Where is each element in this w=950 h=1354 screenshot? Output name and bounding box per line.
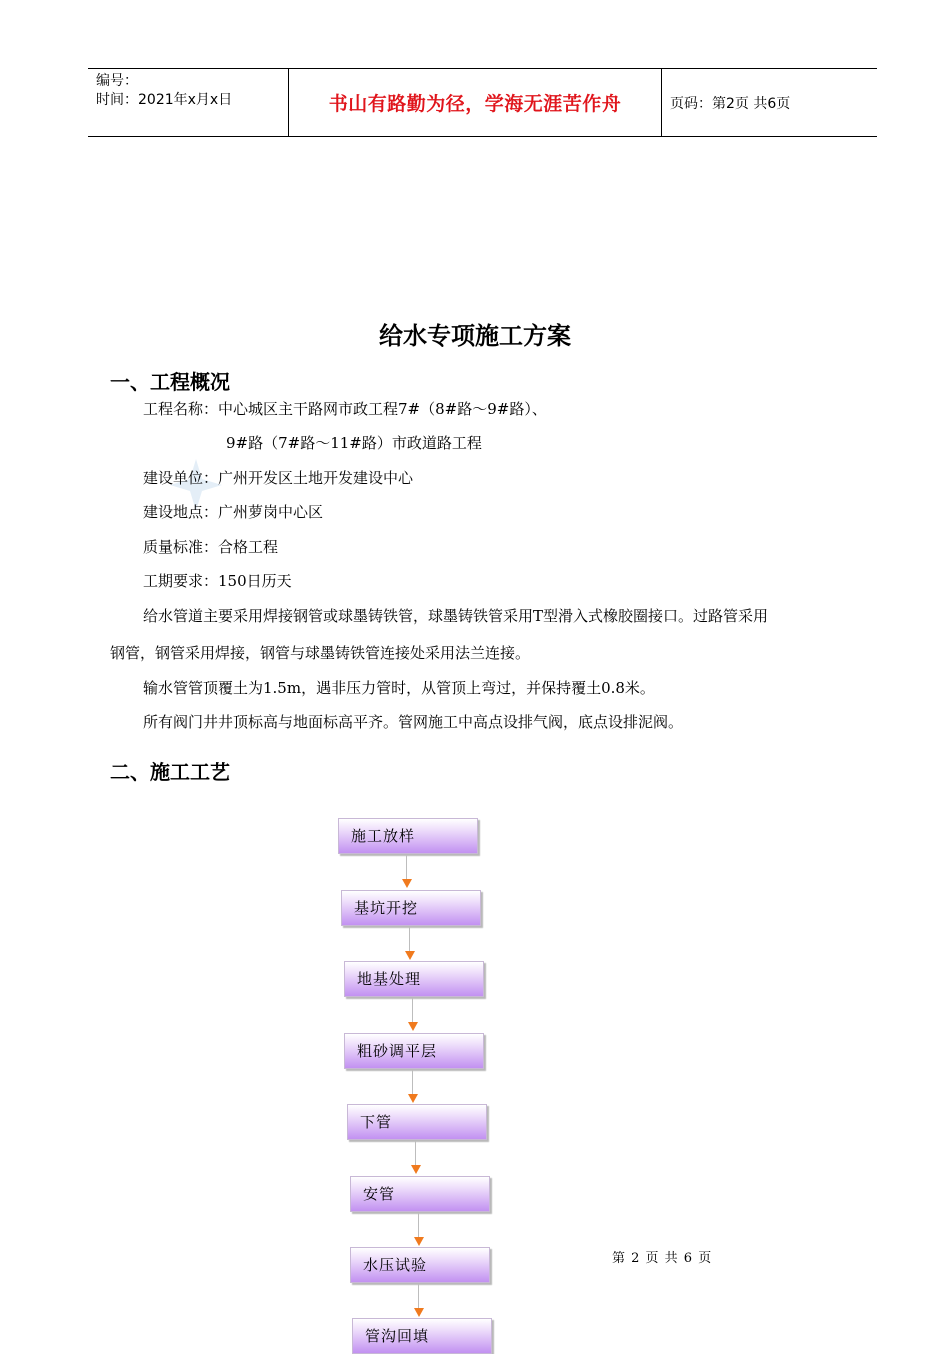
project-name-continued: 9#路（7#路～11#路）市政道路工程: [226, 434, 482, 452]
flow-step-sand-layer: 粗砂调平层: [344, 1033, 484, 1069]
header-page-number: 页码：第2页 共6页: [670, 95, 791, 112]
paragraph-pipes-line2: 钢管，钢管采用焊接，钢管与球墨铸铁管连接处采用法兰连接。: [110, 644, 531, 662]
flow-arrow: [411, 1141, 421, 1174]
flow-step-excavation: 基坑开挖: [341, 890, 481, 926]
project-name: 工程名称：中心城区主干路网市政工程7#（8#路～9#路）、: [143, 400, 547, 418]
duration-requirement: 工期要求：150日历天: [143, 572, 292, 590]
header-left-cell: [96, 69, 288, 139]
flow-arrow: [405, 927, 415, 960]
paragraph-cover-soil: 输水管管顶覆土为1.5m，遇非压力管时，从管顶上弯过，并保持覆土0.8米。: [143, 679, 655, 697]
header-motto: 书山有路勤为径，学海无涯苦作舟: [288, 69, 662, 136]
document-title: 给水专项施工方案: [379, 322, 571, 350]
paragraph-pipes-line1: 给水管道主要采用焊接钢管或球墨铸铁管，球墨铸铁管采用T型滑入式橡胶圈接口。过路管采用: [143, 607, 769, 625]
flow-arrow: [408, 1070, 418, 1103]
flow-arrow: [408, 998, 418, 1031]
flow-step-pressure-test: 水压试验: [350, 1247, 490, 1283]
flow-arrow: [414, 1284, 424, 1317]
flow-arrow: [414, 1213, 424, 1246]
document-number: 编号：: [96, 73, 138, 89]
section-heading-overview: 一、工程概况: [110, 370, 230, 394]
construction-owner: 建设单位：广州开发区土地开发建设中心: [143, 469, 414, 487]
flow-step-lower-pipe: 下管: [347, 1104, 487, 1140]
quality-standard: 质量标准：合格工程: [143, 538, 279, 556]
flow-step-layout: 施工放样: [338, 818, 478, 854]
flow-step-backfill: 管沟回填: [352, 1318, 492, 1354]
footer-page-number: 第 2 页 共 6 页: [612, 1251, 713, 1266]
flow-step-foundation: 地基处理: [344, 961, 484, 997]
paragraph-valves: 所有阀门井井顶标高与地面标高平齐。管网施工中高点设排气阀，底点设排泥阀。: [143, 713, 684, 731]
flow-step-install-pipe: 安管: [350, 1176, 490, 1212]
construction-location: 建设地点：广州萝岗中心区: [143, 503, 324, 521]
section-heading-process: 二、施工工艺: [110, 760, 230, 784]
page-header: [88, 68, 877, 137]
flow-arrow: [402, 855, 412, 888]
document-time: 时间：2021年x月x日: [96, 92, 233, 108]
